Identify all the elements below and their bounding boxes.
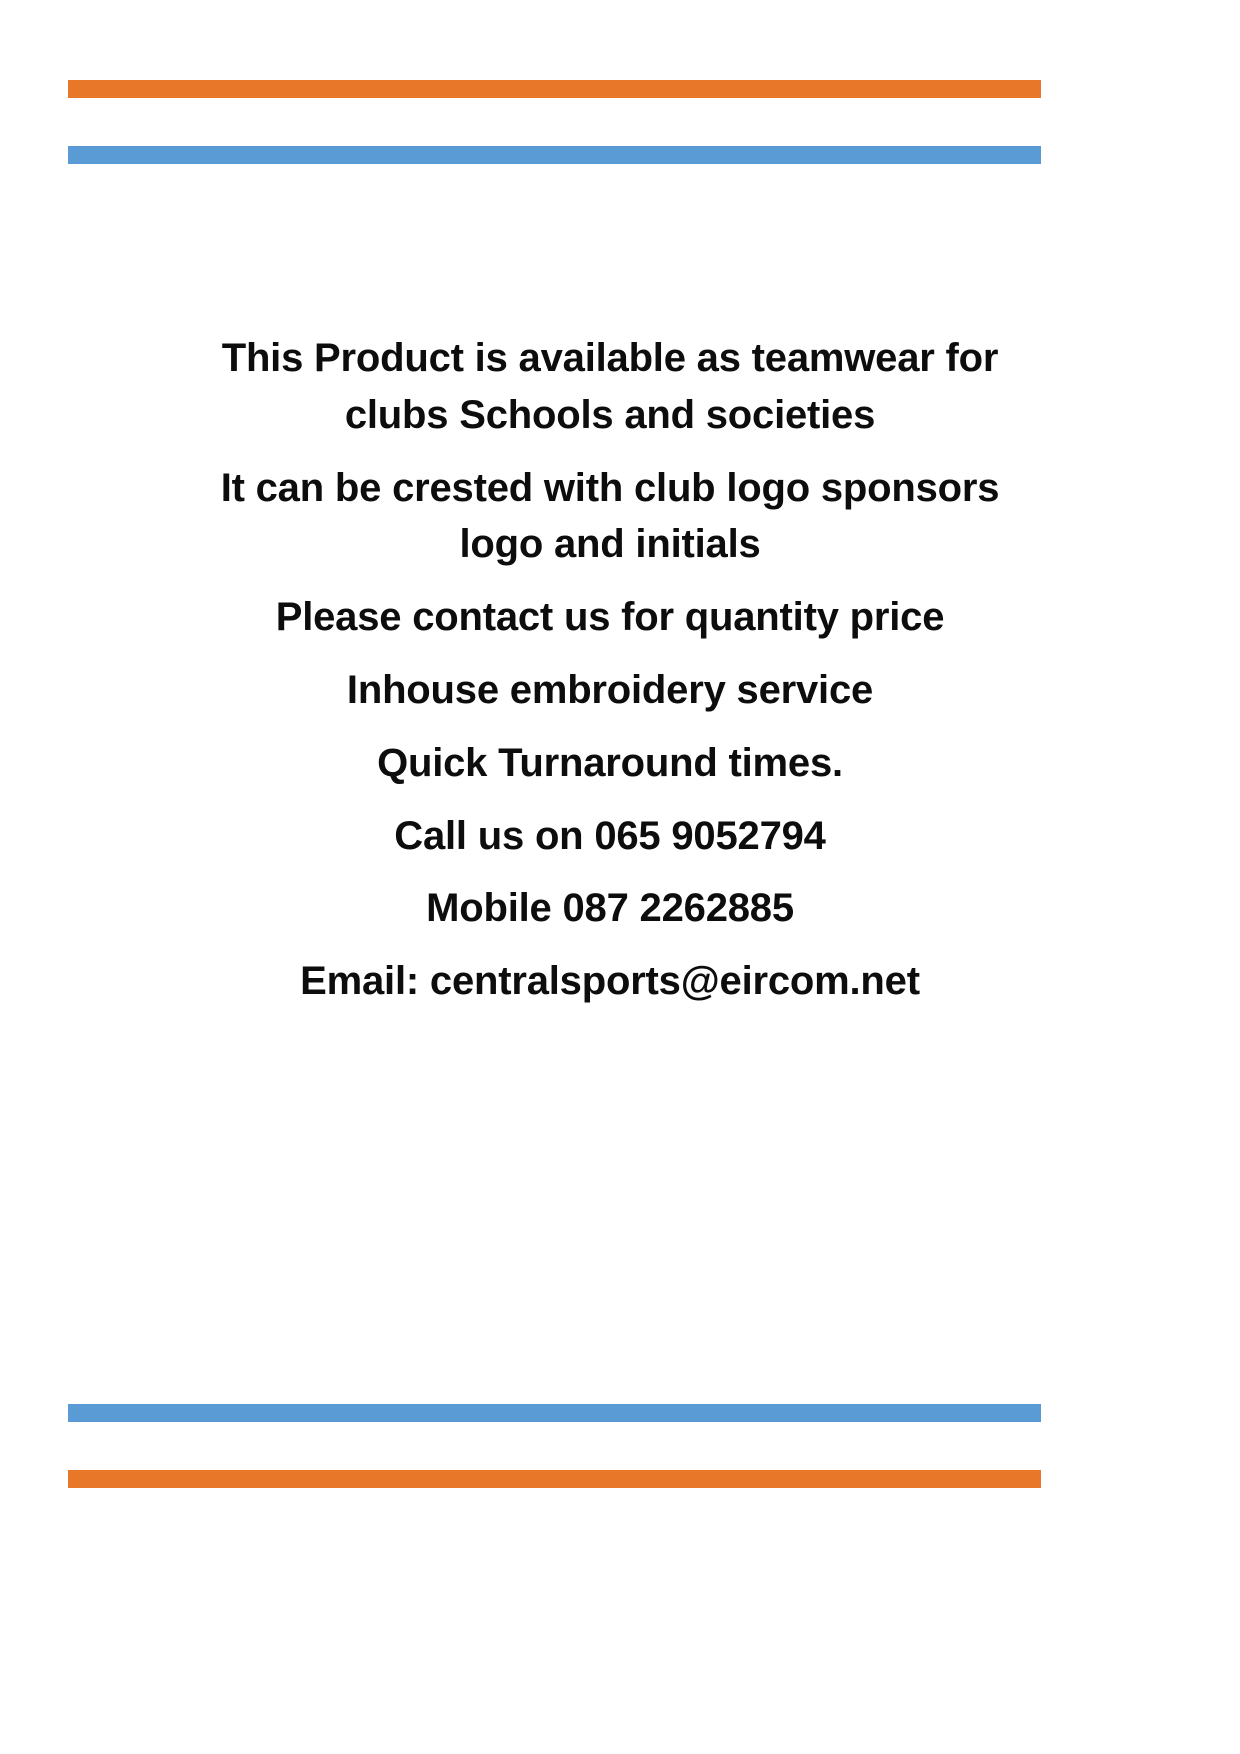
phone-number: Call us on 065 9052794 — [394, 813, 826, 858]
top-blue-divider — [68, 146, 1041, 164]
document-body — [95, 330, 1125, 1026]
mobile-number: Mobile 087 2262885 — [426, 886, 794, 931]
text-line: This Product is available as teamwear for — [221, 336, 999, 380]
paragraph-email — [95, 953, 1125, 1010]
text-line: Please contact us for quantity price — [275, 595, 945, 640]
paragraph-mobile — [95, 880, 1125, 937]
top-orange-divider — [68, 80, 1041, 98]
paragraph-quantity-price — [95, 589, 1125, 646]
bottom-blue-divider — [68, 1404, 1041, 1422]
paragraph-turnaround — [95, 735, 1125, 792]
text-line: Inhouse embroidery service — [346, 667, 874, 712]
text-line: clubs Schools and societies — [344, 392, 876, 437]
bottom-orange-divider — [68, 1470, 1041, 1488]
paragraph-phone — [95, 808, 1125, 865]
text-line: It can be crested with club logo sponsors — [220, 465, 1000, 510]
paragraph-embroidery-service — [95, 662, 1125, 719]
paragraph-teamwear-availability — [95, 330, 1125, 444]
text-line: Quick Turnaround times. — [377, 740, 843, 785]
email-address: Email: centralsports@eircom.net — [300, 959, 920, 1004]
paragraph-cresting-options — [95, 460, 1125, 574]
text-line: logo and initials — [459, 522, 761, 567]
